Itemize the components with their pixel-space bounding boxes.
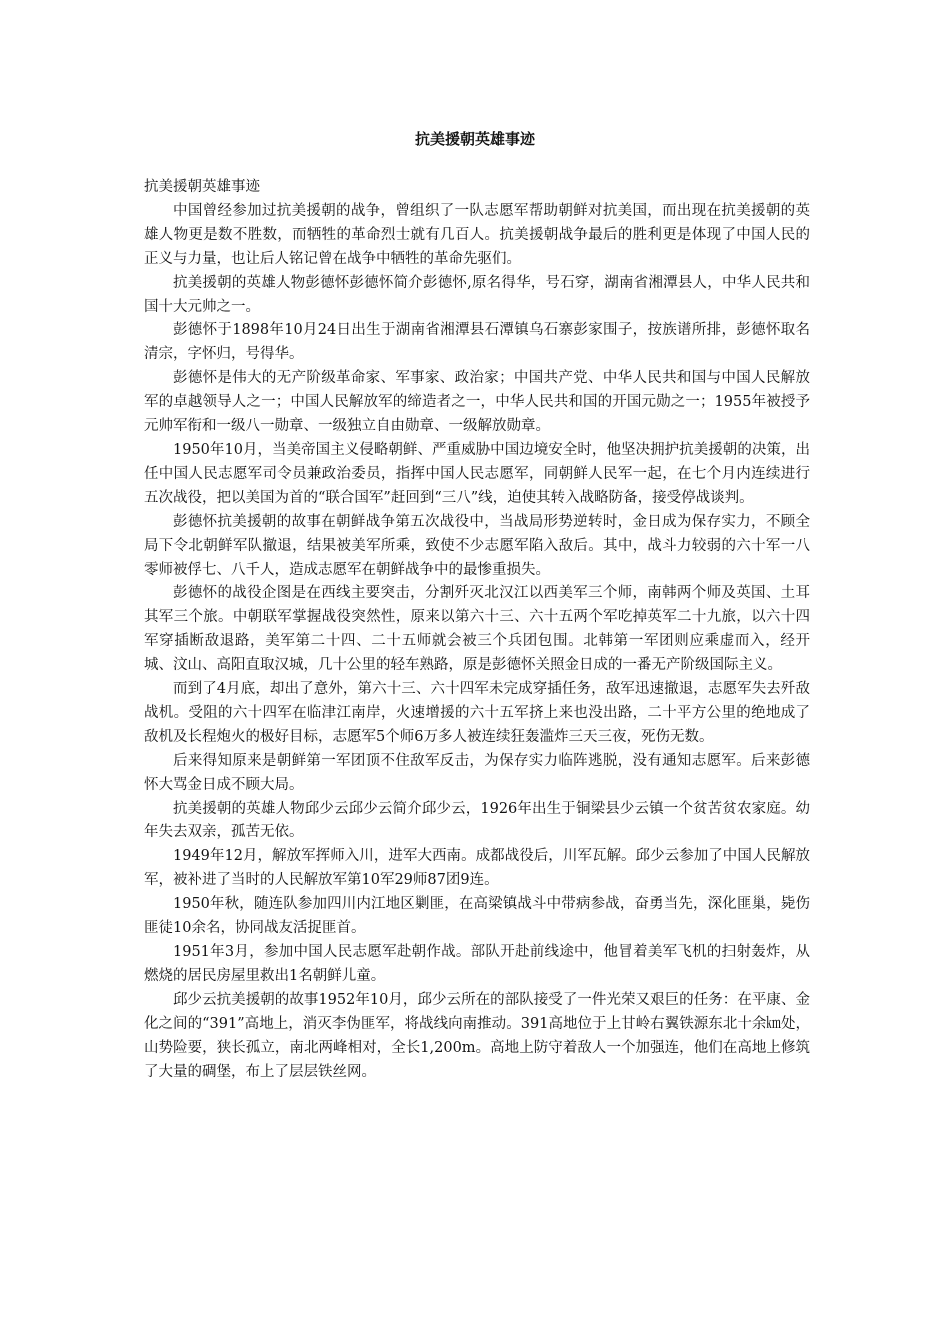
paragraph: 彭德怀于1898年10月24日出生于湖南省湘潭县石潭镇乌石寨彭家围子，按族谱所排，彭德怀取名清宗，字怀归，号得华。 <box>144 322 810 363</box>
paragraph: 1950年10月，当美帝国主义侵略朝鲜、严重威胁中国边境安全时，他坚决拥护抗美援朝的决策，出任中国人民志愿军司令员兼政治委员，指挥中国人民志愿军，同朝鲜人民军一起，在七个月内连续进行五次战役，把以美国为首的“联合国军”赶回到“三八”线，迫使其转入战略防备，接受停战谈判。 <box>144 441 810 506</box>
paragraph: 后来得知原来是朝鲜第一军团顶不住敌军反击，为保存实力临阵逃脱，没有通知志愿军。后来彭德怀大骂金日成不顾大局。 <box>144 752 810 793</box>
paragraph: 1951年3月，参加中国人民志愿军赴朝作战。部队开赴前线途中，他冒着美军飞机的扫射轰炸，从燃烧的居民房屋里救出1名朝鲜儿童。 <box>144 944 810 984</box>
paragraph: 1949年12月，解放军挥师入川，进军大西南。成都战役后，川军瓦解。邱少云参加了中国人民解放军，被补进了当时的人民解放军第10军29师87团9连。 <box>144 848 810 889</box>
paragraph: 抗美援朝的英雄人物彭德怀彭德怀简介彭德怀,原名得华，号石穿，湖南省湘潭县人，中华人民共和国十大元帅之一。 <box>144 274 810 315</box>
paragraph: 而到了4月底，却出了意外，第六十三、六十四军未完成穿插任务，敌军迅速撤退，志愿军失去歼敌战机。受阻的六十四军在临津江南岸，火速增援的六十五军挤上来也没出路，二十平方公里的绝地成了敌机及长程炮火的极好目标，志愿军5个师6万多人被连续狂轰滥炸三天三夜，死伤无数。 <box>144 681 810 745</box>
paragraph: 抗美援朝的英雄人物邱少云邱少云简介邱少云，1926年出生于铜梁县少云镇一个贫苦贫农家庭。幼年失去双亲，孤苦无依。 <box>144 800 810 841</box>
paragraph: 彭德怀是伟大的无产阶级革命家、军事家、政治家；中国共产党、中华人民共和国与中国人民解放军的卓越领导人之一；中国人民解放军的缔造者之一，中华人民共和国的开国元勋之一；1955年被授予元帅军衔和一级八一勋章、一级独立自由勋章、一级解放勋章。 <box>144 370 810 435</box>
paragraph: 彭德怀抗美援朝的故事在朝鲜战争第五次战役中，当战局形势逆转时，金日成为保存实力，不顾全局下令北朝鲜军队撤退，结果被美军所乘，致使不少志愿军陷入敌后。其中，战斗力较弱的六十军一八零师被俘七、八千人，造成志愿军在朝鲜战争中的最惨重损失。 <box>144 513 810 578</box>
paragraph: 中国曾经参加过抗美援朝的战争，曾组织了一队志愿军帮助朝鲜对抗美国，而出现在抗美援朝的英雄人物更是数不胜数，而牺牲的革命烈士就有几百人。抗美援朝战争最后的胜利更是体现了中国人民的正义与力量，也让后人铭记曾在战争中牺牲的革命先驱们。 <box>144 202 810 267</box>
paragraph: 彭德怀的战役企图是在西线主要突击，分割歼灭北汉江以西美军三个师，南韩两个师及英国、土耳其军三个旅。中朝联军掌握战役突然性，原来以第六十三、六十五两个军吃掉英军二十九旅，以六十四军穿插断敌退路，美军第二十四、二十五师就会被三个兵团包围。北韩第一军团则应乘虚而入，经开城、汶山、高阳直取汉城，几十公里的轻车熟路，原是彭德怀关照金日成的一番无产阶级国际主义。 <box>144 585 810 674</box>
document-body <box>144 176 810 1084</box>
document-subtitle: 抗美援朝英雄事迹 <box>144 179 260 195</box>
document-title: 抗美援朝英雄事迹 <box>414 130 535 148</box>
paragraph: 邱少云抗美援朝的故事1952年10月，邱少云所在的部队接受了一件光荣又艰巨的任务：在平康、金化之间的“391”高地上，消灭李伪匪军，将战线向南推动。391高地位于上甘岭右翼铁源东北十余㎞处，山势险要，狭长孤立，南北两峰相对，全长1,200m。高地上防守着敌人一个加强连，他们在高地上修筑了大量的碉堡，布上了层层铁丝网。 <box>144 991 810 1080</box>
paragraph: 1950年秋，随连队参加四川内江地区剿匪，在高梁镇战斗中带病参战，奋勇当先，深化匪巢，毙伤匪徒10余名，协同战友活捉匪首。 <box>144 896 810 937</box>
